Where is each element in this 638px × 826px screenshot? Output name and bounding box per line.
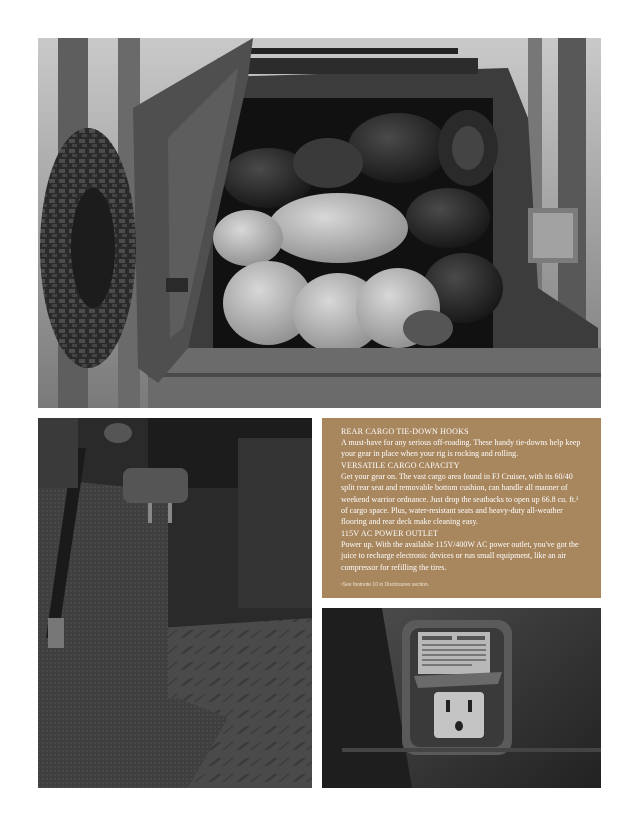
section-heading: REAR CARGO TIE-DOWN HOOKS [341, 427, 469, 436]
section-body: Power up. With the available 115V/400W AC power outlet, you've got the juice to recharge electronic devices or run small equipment, like an air compressor for refilling the tires. [341, 539, 579, 572]
section-heading: 115V AC POWER OUTLET [341, 528, 439, 538]
footnote: ¹See footnote 10 in Disclosures section. [341, 582, 430, 589]
feature-description-panel [322, 418, 601, 598]
cargo-area-photo [38, 38, 601, 408]
section-tie-down-hooks [341, 426, 587, 460]
section-cargo-capacity [341, 460, 587, 528]
section-heading: VERSATILE CARGO CAPACITY [341, 460, 460, 470]
power-outlet-photo [322, 608, 601, 788]
section-body: Get your gear on. The vast cargo area found in FJ Cruiser, with its 60/40 split rear seat and removable bottom cushion, can handle all manner of weekend warrior ordnance. Just drop the seatbacks to open up 66.8 cu. ft.¹ of cargo space. Plus, water-resistant seats and heavy-duty all-weather flooring and rear deck make cleaning easy. [341, 471, 579, 527]
rear-seat-photo [38, 418, 312, 788]
section-power-outlet [341, 528, 587, 573]
section-body: A must-have for any serious off-roading. These handy tie-downs help keep your gear in place when your rig is rocking and rolling. [341, 438, 581, 459]
